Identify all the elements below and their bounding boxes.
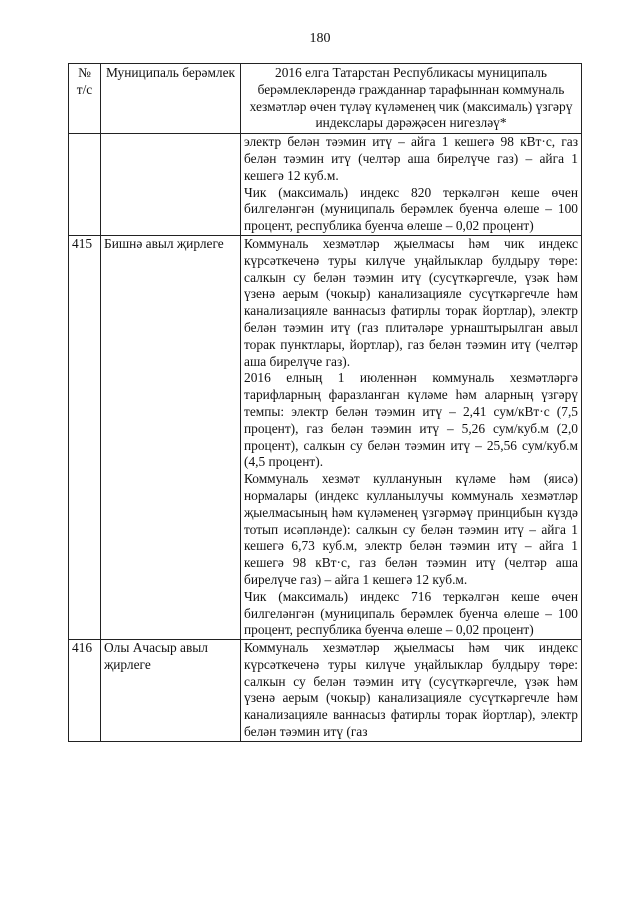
row-paragraph: Коммуналь хезмәтләр җыелмасы һәм чик индекс күрсәткеченә туры килүче уңайлыклар булдыру төре: салкын су белән тәэмин итү (сусүткәргечле, үзәк һәм үзенә аерым (чокыр) канализацияле сусүткәргечле һәм канализацияле ваннасыз фатирлы торак йортлар), электр белән тәэмин итү (газ <box>244 640 578 740</box>
row-paragraph: Коммуналь хезмәтләр җыелмасы һәм чик индекс күрсәткеченә туры килүче уңайлыклар булдыру төре: салкын су белән тәэмин итү (сусүткәргечле, үзәк һәм үзенә аерым (чокыр) канализацияле сусүткәргечле һәм канализацияле ваннасыз фатирлы торак йортлар), электр белән тәэмин итү (газ плитәләре урнаштырылган авыл торак пунктлары, йортлар), газ белән тәэмин итү (челтәр аша бирелүче газ). <box>244 235 578 369</box>
table-row <box>69 235 582 639</box>
row-number <box>69 134 101 236</box>
table-header-row <box>69 64 582 134</box>
indices-table <box>68 63 582 742</box>
row-municipality: Бишнә авыл җирлеге <box>101 235 241 639</box>
table-row <box>69 134 582 236</box>
table-row <box>69 640 582 742</box>
row-paragraph: 2016 елның 1 июленнән коммуналь хезмәтләргә тарифларның фаразланган күләме һәм аларның үзгәрү темпы: электр белән тәэмин итү – 2,41 сум/кВт·с (7,5 процент), газ белән тәэмин итү – 5,26 сум/куб.м (2,0 процент), салкын су белән тәэмин итү – 25,56 сум/куб.м (4,5 процент). <box>244 370 578 470</box>
row-number: 416 <box>69 640 101 742</box>
row-paragraph: Чик (максималь) индекс 820 теркәлгән кеше өчен билгеләнгән (муниципаль берәмлек буенча өлеше – 100 процент, республика буенча өлеше – 0,02 процент) <box>244 184 578 234</box>
row-description <box>241 134 582 236</box>
row-municipality <box>101 134 241 236</box>
page-number: 180 <box>309 31 331 46</box>
header-municipality: Муниципаль берәмлек <box>101 64 241 134</box>
row-municipality: Олы Ачасыр авыл җирлеге <box>101 640 241 742</box>
row-paragraph: Коммуналь хезмәт кулланунын күләме һәм (яисә) нормалары (индекс кулланылучы коммуналь хезмәтләр җыелмасының һәм күләменең үзгәрмәү принцибын күздә тотып исәпләнде): салкын су белән тәэмин итү – айга 1 кешегә 6,73 куб.м, электр белән тәэмин итү – айга 1 кешегә 98 кВт·с, газ белән тәэмин итү (челтәр аша бирелүче газ) – айга 1 кешегә 12 куб.м. <box>244 471 578 587</box>
row-paragraph: Чик (максималь) индекс 716 теркәлгән кеше өчен билгеләнгән (муниципаль берәмлек буенча өлеше – 100 процент, республика буенча өлеше – 0,02 процент) <box>244 588 578 638</box>
header-number: № т/с <box>69 64 101 134</box>
header-description: 2016 елга Татарстан Республикасы муниципаль берәмлекләрендә гражданнар тарафыннан коммуналь хезмәтләр өчен түләү күләменең чик (максималь) үзгәрү индекслары дәрәҗәсен нигезләү* <box>241 64 582 134</box>
row-paragraph: электр белән тәэмин итү – айга 1 кешегә 98 кВт·с, газ белән тәэмин итү (челтәр аша бирелүче газ) – айга 1 кешегә 12 куб.м. <box>244 134 578 183</box>
row-description <box>241 640 582 742</box>
row-number: 415 <box>69 235 101 639</box>
row-description <box>241 235 582 639</box>
